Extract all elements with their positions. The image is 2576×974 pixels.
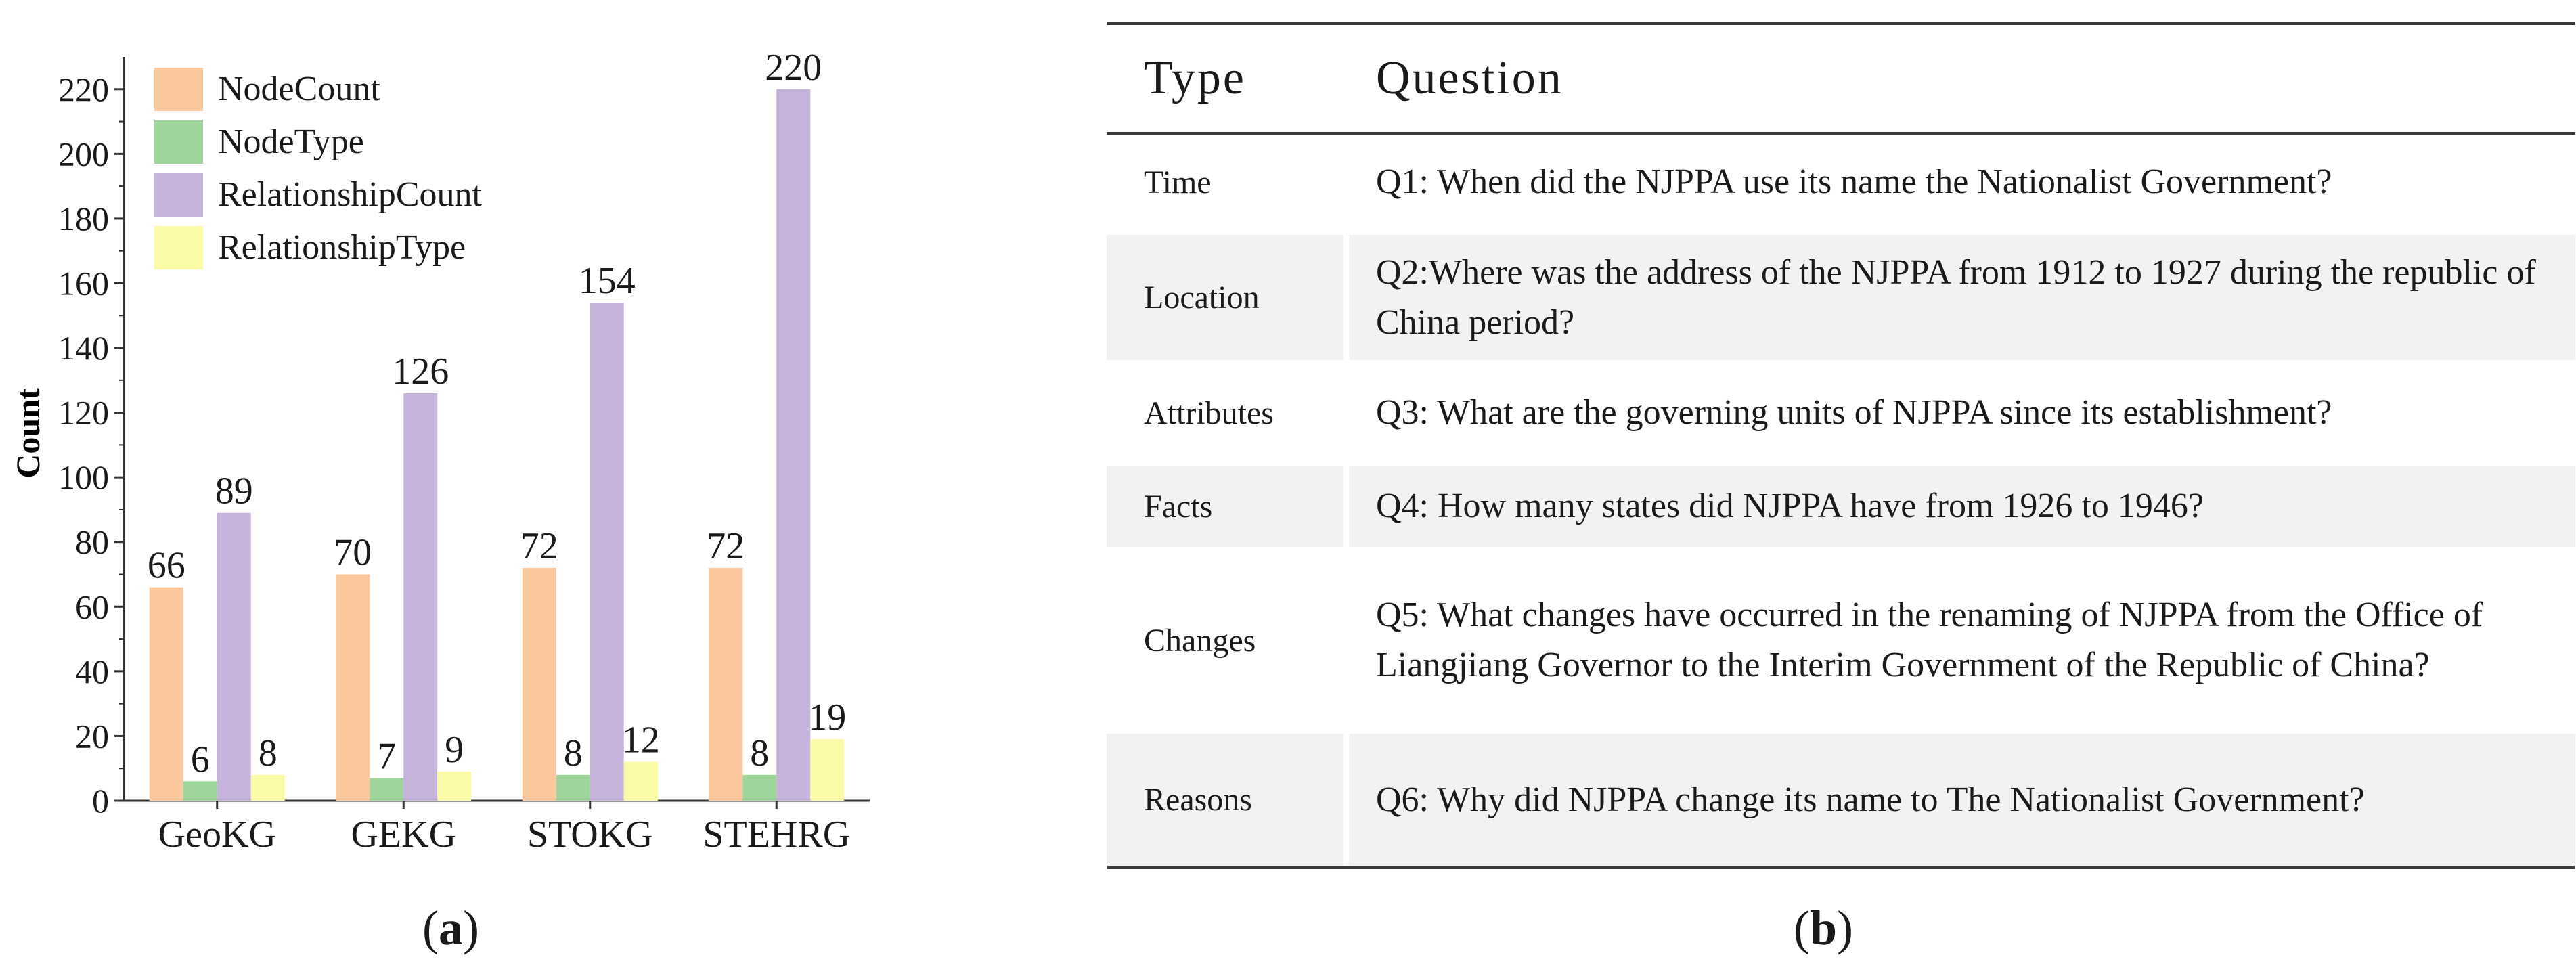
bar xyxy=(217,513,251,801)
bar-value-label: 220 xyxy=(765,46,822,89)
chart-legend xyxy=(154,68,483,269)
bar xyxy=(742,775,776,801)
legend-label: NodeCount xyxy=(218,70,380,108)
bar xyxy=(370,778,403,801)
bar xyxy=(776,89,810,801)
bar-value-label: 66 xyxy=(147,544,185,587)
legend-swatch xyxy=(154,226,203,269)
row-type: Facts xyxy=(1107,466,1343,547)
bar xyxy=(709,568,742,801)
bar xyxy=(590,303,624,801)
y-tick-label: 180 xyxy=(58,199,109,238)
bar-value-label: 8 xyxy=(258,732,277,774)
y-tick-label: 60 xyxy=(75,588,109,626)
legend-swatch xyxy=(154,173,203,217)
bar-value-label: 126 xyxy=(392,350,449,393)
bar xyxy=(810,739,844,801)
y-tick-label: 220 xyxy=(58,70,109,108)
y-tick-label: 160 xyxy=(58,264,109,303)
bar xyxy=(150,588,183,801)
bar xyxy=(437,772,471,801)
table-row xyxy=(1107,734,2575,866)
legend-label: RelationshipType xyxy=(218,228,466,267)
bar-value-label: 19 xyxy=(808,696,847,739)
row-question: Q1: When did the NJPPA use its name the Nationalist Government? xyxy=(1376,162,2332,201)
chart-y-ticks xyxy=(58,70,124,820)
y-tick-label: 80 xyxy=(75,523,109,561)
table-row xyxy=(1107,552,2575,728)
row-type: Reasons xyxy=(1107,734,1343,866)
panel-label-b: (b) xyxy=(1794,901,1854,955)
bar-value-label: 9 xyxy=(445,728,464,771)
bar xyxy=(523,568,556,801)
row-question: Q3: What are the governing units of NJPPA since its establishment? xyxy=(1376,393,2332,432)
bar-value-label: 8 xyxy=(563,732,583,774)
row-question: Q5: What changes have occurred in the renaming of NJPPA from the Office of Liangjiang Governor to the Interim Government of the Republic of China? xyxy=(1376,596,2483,684)
legend-label: RelationshipCount xyxy=(218,175,482,214)
table-row xyxy=(1107,135,2575,229)
row-question: Q6: Why did NJPPA change its name to The Nationalist Government? xyxy=(1349,734,2575,866)
table-bottom-rule xyxy=(1107,866,2575,869)
y-tick-label: 20 xyxy=(75,717,109,755)
table-row xyxy=(1107,466,2575,547)
table-header-row xyxy=(1107,25,2575,132)
bar xyxy=(403,393,437,801)
bar-value-label: 70 xyxy=(334,531,372,574)
panel-label-a: (a) xyxy=(422,901,479,955)
question-table xyxy=(1107,22,2575,869)
bar xyxy=(251,775,285,801)
y-tick-label: 100 xyxy=(58,458,109,497)
row-type: Location xyxy=(1107,235,1343,360)
y-tick-label: 40 xyxy=(75,652,109,690)
bar xyxy=(556,775,590,801)
row-question: Q4: How many states did NJPPA have from 1926 to 1946? xyxy=(1349,466,2575,547)
bar-value-label: 7 xyxy=(377,735,397,778)
x-category-label: STOKG xyxy=(527,814,653,856)
table-row xyxy=(1107,235,2575,360)
bar-chart xyxy=(0,0,893,880)
bar-value-label: 154 xyxy=(578,260,636,303)
bar-value-label: 6 xyxy=(190,738,210,781)
y-tick-label: 0 xyxy=(92,782,109,820)
table-row xyxy=(1107,366,2575,460)
legend-swatch xyxy=(154,68,203,111)
bar-value-label: 72 xyxy=(707,525,745,567)
bar xyxy=(624,762,658,801)
y-tick-label: 140 xyxy=(58,329,109,368)
header-type: Type xyxy=(1144,52,1246,104)
row-question: Q2:Where was the address of the NJPPA from 1912 to 1927 during the republic of China period? xyxy=(1349,235,2575,360)
y-axis-label: Count xyxy=(9,388,47,479)
chart-x-categories xyxy=(158,801,850,856)
row-type: Time xyxy=(1144,164,1212,200)
bar-value-label: 89 xyxy=(215,470,253,512)
legend-label: NodeType xyxy=(218,123,364,161)
bar xyxy=(183,781,217,801)
header-question: Question xyxy=(1376,52,1563,104)
row-type: Attributes xyxy=(1144,395,1274,431)
row-type: Changes xyxy=(1144,622,1256,659)
bar-value-label: 72 xyxy=(520,525,558,567)
legend-swatch xyxy=(154,120,203,164)
y-tick-label: 120 xyxy=(58,393,109,432)
bar-value-label: 12 xyxy=(621,719,660,761)
bar-value-label: 8 xyxy=(750,732,770,774)
y-tick-label: 200 xyxy=(58,135,109,173)
x-category-label: STEHRG xyxy=(703,814,851,856)
bar xyxy=(336,575,370,801)
x-category-label: GeoKG xyxy=(158,814,276,856)
x-category-label: GEKG xyxy=(351,814,457,856)
